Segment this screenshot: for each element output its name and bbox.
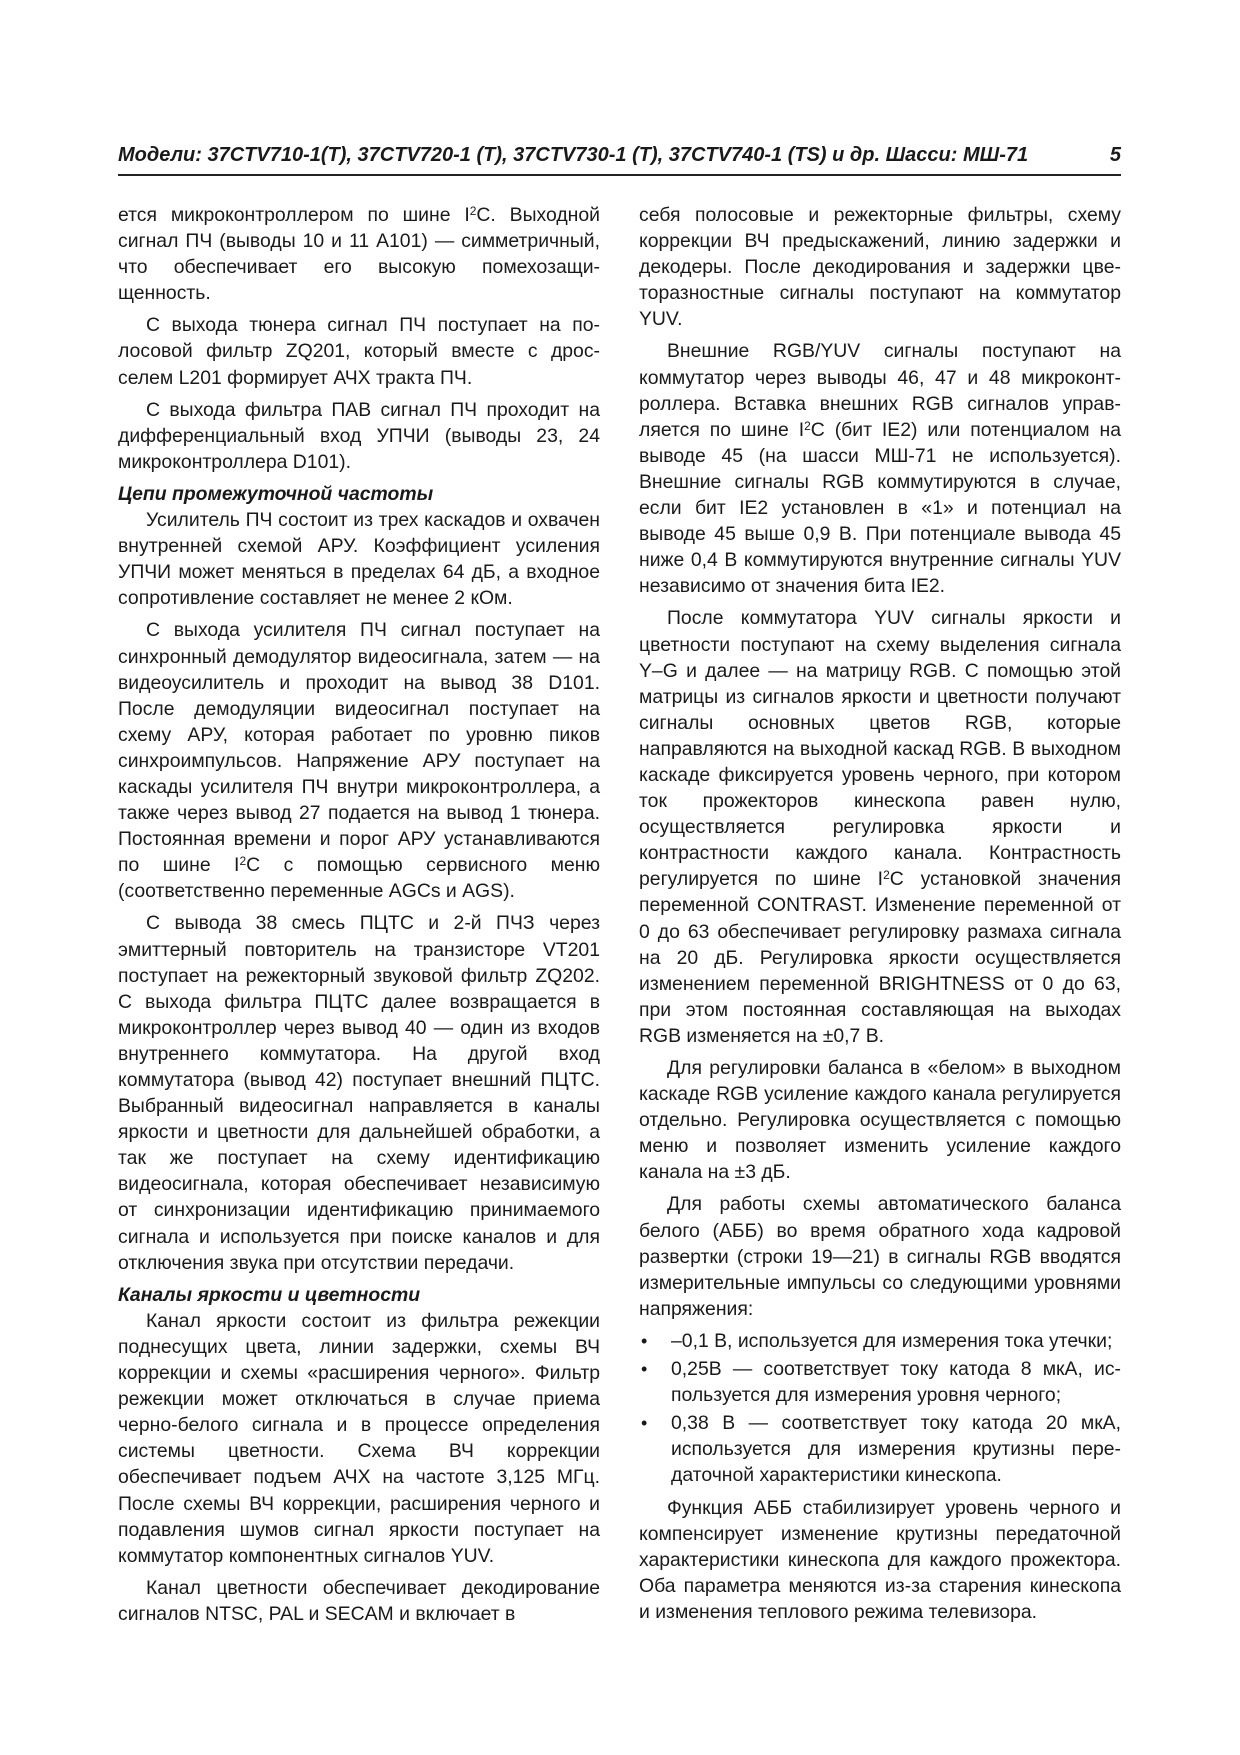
paragraph: себя полосовые и режекторные фильтры, схему коррекции ВЧ предыскажений, линию задержки и декодеры. После декодирования и задержки цветоразностные сигналы поступают на коммутатор YUV. [639,204,1121,331]
paragraph: Для регулировки баланса в «белом» в выходном каскаде RGB усиление каждого канала регулируется отдельно. Регулировка осуществляется с помощью меню и позволяет изменить усиление каждого канала на ±3 дБ. [639,1057,1121,1184]
paragraph: С выхода тюнера сигнал ПЧ поступает на полосовой фильтр ZQ201, который вместе с дросселем L201 формирует АЧХ тракта ПЧ. [118,314,600,389]
paragraph: Внешние RGB/YUV сигналы поступают на коммутатор через выводы 46, 47 и 48 микроконтроллера. Вставка внешних RGB сигналов управляется по шине $I^2C$ (бит IE2) или потенциалом на выводе 45 (на шасси МШ-71 не используется). Внешние сигналы RGB коммутируются в случае, если бит IE2 установлен в «1» и потенциал на выводе 45 выше 0,9 В. При потенциале вывода 45 ниже 0,4 В коммутируются внутренние сигналы YUV независимо от значения бита IE2. [639,340,1121,598]
paragraph: Усилитель ПЧ состоит из трех каскадов и охвачен внутренней схемой АРУ. Коэффициент усиления УПЧИ может меняться в пределах 64 дБ, а входное сопротивление составляет не менее 2 кОм. [118,509,600,610]
paragraph: ется микроконтроллером по шине $I^2C$. Выходной сигнал ПЧ (выводы 10 и 11 А101) — симметричный, что обеспечивает его высокую помехозащищенность. [118,204,600,305]
paragraph: С выхода усилителя ПЧ сигнал поступает на синхронный демодулятор видеосигнала, затем — на видеоусилитель и проходит на вывод 38 D101. После демодуляции видеосигнал поступает на схему АРУ, которая работает по уровню пиков синхроимпульсов. Напряжение АРУ поступает на каскады усилителя ПЧ внутри микроконтроллера, а также через вывод 27 подается на вывод 1 тюнера. Постоянная времени и порог АРУ устанавливаются по шине $I^2C$ с помощью сервисного меню (соответственно переменные AGCs и AGS). [118,619,600,903]
list-item: • –0,1 В, используется для измерения тока утечки; [639,1328,1121,1354]
paragraph: После коммутатора YUV сигналы яркости и цветности поступают на схему выделения сигнала Y–G и далее — на матрицу RGB. С помощью этой матрицы из сигналов яркости и цветности получают сигналы основных цветов RGB, которые направляются на выходной каскад RGB. В выходном каскаде фиксируется уровень черного, при котором ток прожекторов кинескопа равен нулю, осуществляется регулировка яркости и контрастности каждого канала. Контрастность регулируется по шине $I^2C$ установкой значения переменной CONTRAST. Изменение переменной от 0 до 63 обеспечивает регулировку размаха сигнала на 20 дБ. Регулировка яркости осуществляется изменением переменной BRIGHTNESS от 0 до 63, при этом постоянная составляющая на выходах RGB изменяется на ±0,7 В. [639,607,1121,1047]
header-title: Модели: 37CTV710-1(T), 37CTV720-1 (T), 37CTV730-1 (T), 37CTV740-1 (TS) и др. Шасси: МШ-71 [118,144,1029,166]
list-item: • 0,38 В — соответствует току катода 20 мкА, используется для измерения крутизны передаточной характеристики кинескопа. [641,1412,1121,1487]
page-number: 5 [1109,144,1121,166]
bullet-icon: • [641,1359,648,1380]
running-header [118,140,1121,176]
paragraph: Канал цветности обеспечивает декодирование сигналов NTSC, PAL и SECAM и включает в [118,1576,600,1625]
paragraph: С вывода 38 смесь ПЦТС и 2-й ПЧЗ через эмиттерный повторитель на транзисторе VT201 поступает на режекторный звуковой фильтр ZQ202. С выхода фильтра ПЦТС далее возвращается в микроконтроллер через вывод 40 — один из входов внутреннего коммутатора. На другой вход коммутатора (вывод 42) поступает внешний ПЦТС. Выбранный видеосигнал направляется в каналы яркости и цветности для дальнейшей обработки, а так же поступает на схему идентификацию видеосигнала, которая обеспечивает независимую от синхронизации идентификацию принимаемого сигнала и используется при поиске каналов и для отключения звука при отсутствии передачи. [118,912,600,1274]
left-column [118,202,600,1633]
paragraph: С выхода фильтра ПАВ сигнал ПЧ проходит на дифференциальный вход УПЧИ (выводы 23, 24 микроконтроллера D101). [118,398,600,473]
paragraph: Для работы схемы автоматического баланса белого (АББ) во время обратного хода кадровой развертки (строки 19—21) в сигналы RGB вводятся измерительные импульсы со следующими уровнями напряжения: [639,1193,1121,1320]
section-heading-if: Цепи промежуточной частоты [118,482,434,505]
paragraph: Канал яркости состоит из фильтра режекции поднесущих цвета, линии задержки, схемы ВЧ коррекции и схемы «расширения черного». Фильтр режекции может отключаться в случае приема черно-белого сигнала и в процессе определения системы цветности. Схема ВЧ коррекции обеспечивает подъем АЧХ на частоте 3,125 МГц. После схемы ВЧ коррекции, расширения черного и подавления шумов сигнал яркости поступает на коммутатор компонентных сигналов YUV. [118,1309,600,1567]
section-heading-luma-chroma: Каналы яркости и цветности [118,1283,421,1306]
bullet-icon: • [641,1413,648,1434]
paragraph: Функция АББ стабилизирует уровень черного и компенсирует изменение крутизны передаточной характеристики кинескопа для каждого прожектора. Оба параметра меняются из-за старения кинескопа и изменения теплового режима телевизора. [639,1496,1121,1623]
bullet-icon: • [641,1330,648,1351]
bullet-list [639,1328,1121,1489]
list-item: • 0,25В — соответствует току катода 8 мкА, используется для измерения уровня черного; [641,1358,1121,1407]
right-column [639,202,1121,1631]
